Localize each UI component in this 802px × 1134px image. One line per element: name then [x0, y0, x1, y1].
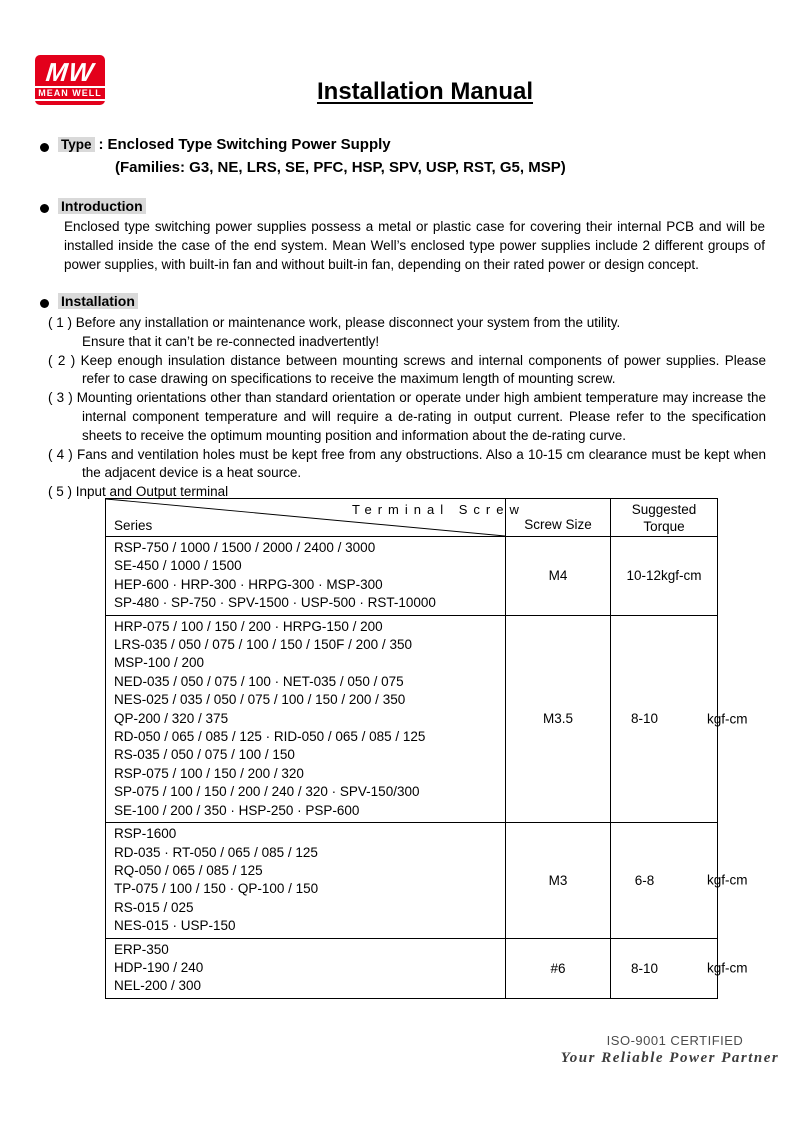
introduction-heading-label: Introduction: [58, 198, 146, 214]
item-marker: ( 4 ): [48, 446, 77, 462]
screw-size-header: Screw Size: [506, 499, 611, 537]
torque-unit: kgf-cm: [707, 872, 748, 888]
series-line: MSP-100 / 200: [114, 655, 205, 671]
installation-heading: [58, 293, 138, 309]
series-cell: [106, 938, 506, 998]
installation-item-2: [48, 352, 766, 390]
series-line: NES-025 / 035 / 050 / 075 / 100 / 150 / 200 / 350: [114, 692, 406, 708]
series-line: RD-050 / 065 / 085 / 125 · RID-050 / 065 / 085 / 125: [114, 729, 426, 745]
item-marker: ( 3 ): [48, 390, 77, 406]
torque-value: 6-8: [634, 872, 655, 888]
series-line: NES-015 · USP-150: [114, 918, 236, 934]
installation-item-4: [48, 446, 766, 484]
item-text: Mounting orientations other than standard orientation or operate under high ambient temperature may increase the internal component temperature and will require a de-rating in output current. Please refer to the specification sheets to receive the optimum mounting position and information about the de-rating curve.: [76, 390, 766, 443]
table-row-2: [106, 615, 718, 822]
torque-value: 8-10: [630, 711, 659, 727]
series-cell: [106, 823, 506, 938]
type-colon: :: [98, 136, 104, 153]
type-label: Type: [58, 137, 95, 152]
installation-items-list: [48, 314, 766, 502]
screw-size-cell: M3.5: [506, 615, 611, 822]
slogan-text: Your Reliable Power Partner: [560, 1050, 780, 1066]
installation-item-1: [48, 314, 766, 352]
series-line: NEL-200 / 300: [114, 978, 202, 994]
table-header-row: [106, 499, 718, 537]
series-line: SP-480 · SP-750 · SPV-1500 · USP-500 · RST-10000: [114, 595, 436, 611]
series-line: NED-035 / 050 / 075 / 100 · NET-035 / 050 / 075: [114, 673, 404, 689]
introduction-body: Enclosed type switching power supplies possess a metal or plastic case for covering their internal PCB and will be installed inside the case of the end system. Mean Well’s enclosed type power supplies include 2 different groups of power supplies, with built-in fan and without built-in fan, depending on their rated power or design concept.: [64, 219, 765, 272]
torque-cell: [611, 938, 748, 998]
item-text: Keep enough insulation distance between mounting screws and internal components of power supplies. Please refer to case drawing on specifications to receive the maximum length of mounting screw.: [80, 352, 766, 387]
table-row-1: [106, 537, 718, 616]
series-line: LRS-035 / 050 / 075 / 100 / 150 / 150F / 200 / 350: [114, 637, 412, 653]
item-text: Before any installation or maintenance work, please disconnect your system from the utility.: [75, 315, 621, 330]
series-cell: [106, 615, 506, 822]
torque-value: 8-10: [630, 960, 659, 976]
type-families: (Families: G3, NE, LRS, SE, PFC, HSP, SPV, USP, RST, G5, MSP): [115, 159, 566, 176]
item-marker: ( 2 ): [48, 352, 81, 368]
series-cell: [106, 537, 506, 616]
series-line: HEP-600 · HRP-300 · HRPG-300 · MSP-300: [114, 576, 383, 592]
series-line: SE-450 / 1000 / 1500: [114, 558, 242, 574]
series-line: RD-035 · RT-050 / 065 / 085 / 125: [114, 844, 318, 860]
screw-size-cell: M4: [506, 537, 611, 616]
installation-bullet-icon: [40, 299, 49, 308]
terminal-screw-header: Terminal Screw: [352, 502, 525, 517]
series-line: HDP-190 / 240: [114, 959, 204, 975]
torque-value: 10-12kgf-cm: [626, 568, 702, 584]
screw-size-cell: #6: [506, 938, 611, 998]
series-line: RSP-1600: [114, 826, 177, 842]
introduction-bullet-icon: [40, 204, 49, 213]
torque-unit: kgf-cm: [707, 711, 748, 727]
item-marker: ( 5 ): [48, 484, 76, 500]
series-line: RS-015 / 025: [114, 899, 194, 915]
installation-item-3: [48, 389, 766, 445]
series-line: SP-075 / 100 / 150 / 200 / 240 / 320 · SPV-150/300: [114, 784, 420, 800]
series-header: Series: [114, 518, 153, 533]
installation-heading-label: Installation: [58, 293, 138, 309]
type-line: [58, 136, 391, 153]
table-corner-cell: [106, 499, 525, 537]
item-marker: ( 1 ): [48, 315, 76, 330]
logo-mw-letters: MW: [44, 56, 96, 87]
series-line: TP-075 / 100 / 150 · QP-100 / 150: [114, 881, 319, 897]
introduction-heading: [58, 198, 146, 214]
suggested-torque-header: Suggested Torque: [611, 499, 718, 537]
series-line: RSP-075 / 100 / 150 / 200 / 320: [114, 765, 304, 781]
page-title: Installation Manual: [316, 78, 534, 105]
table-row-3: [106, 823, 718, 938]
type-heading: Enclosed Type Switching Power Supply: [107, 136, 391, 153]
iso-certified-text: ISO-9001 CERTIFIED: [606, 1033, 744, 1048]
series-line: RS-035 / 050 / 075 / 100 / 150: [114, 747, 295, 763]
logo-brand-text: MEAN WELL: [33, 86, 107, 101]
item-text: Ensure that it can’t be re-connected inadvertently!: [82, 333, 380, 349]
series-line: HRP-075 / 100 / 150 / 200 · HRPG-150 / 200: [114, 618, 383, 634]
terminal-screw-table: [105, 498, 748, 999]
series-line: RQ-050 / 065 / 085 / 125: [114, 862, 263, 878]
series-line: QP-200 / 320 / 375: [114, 710, 229, 726]
screw-size-cell: M3: [506, 823, 611, 938]
torque-cell: [611, 615, 748, 822]
type-bullet-icon: [40, 143, 49, 152]
series-line: ERP-350: [114, 941, 169, 957]
item-text: Input and Output terminal: [75, 484, 229, 500]
torque-cell: [611, 823, 748, 938]
series-line: SE-100 / 200 / 350 · HSP-250 · PSP-600: [114, 802, 360, 818]
torque-unit: kgf-cm: [707, 960, 748, 976]
item-text: Fans and ventilation holes must be kept free from any obstructions. Also a 10-15 cm clearance must be kept when the adjacent device is a heat source.: [76, 446, 766, 481]
series-line: RSP-750 / 1000 / 1500 / 2000 / 2400 / 3000: [114, 540, 376, 555]
table-row-4: [106, 938, 718, 998]
torque-cell: [611, 537, 718, 616]
